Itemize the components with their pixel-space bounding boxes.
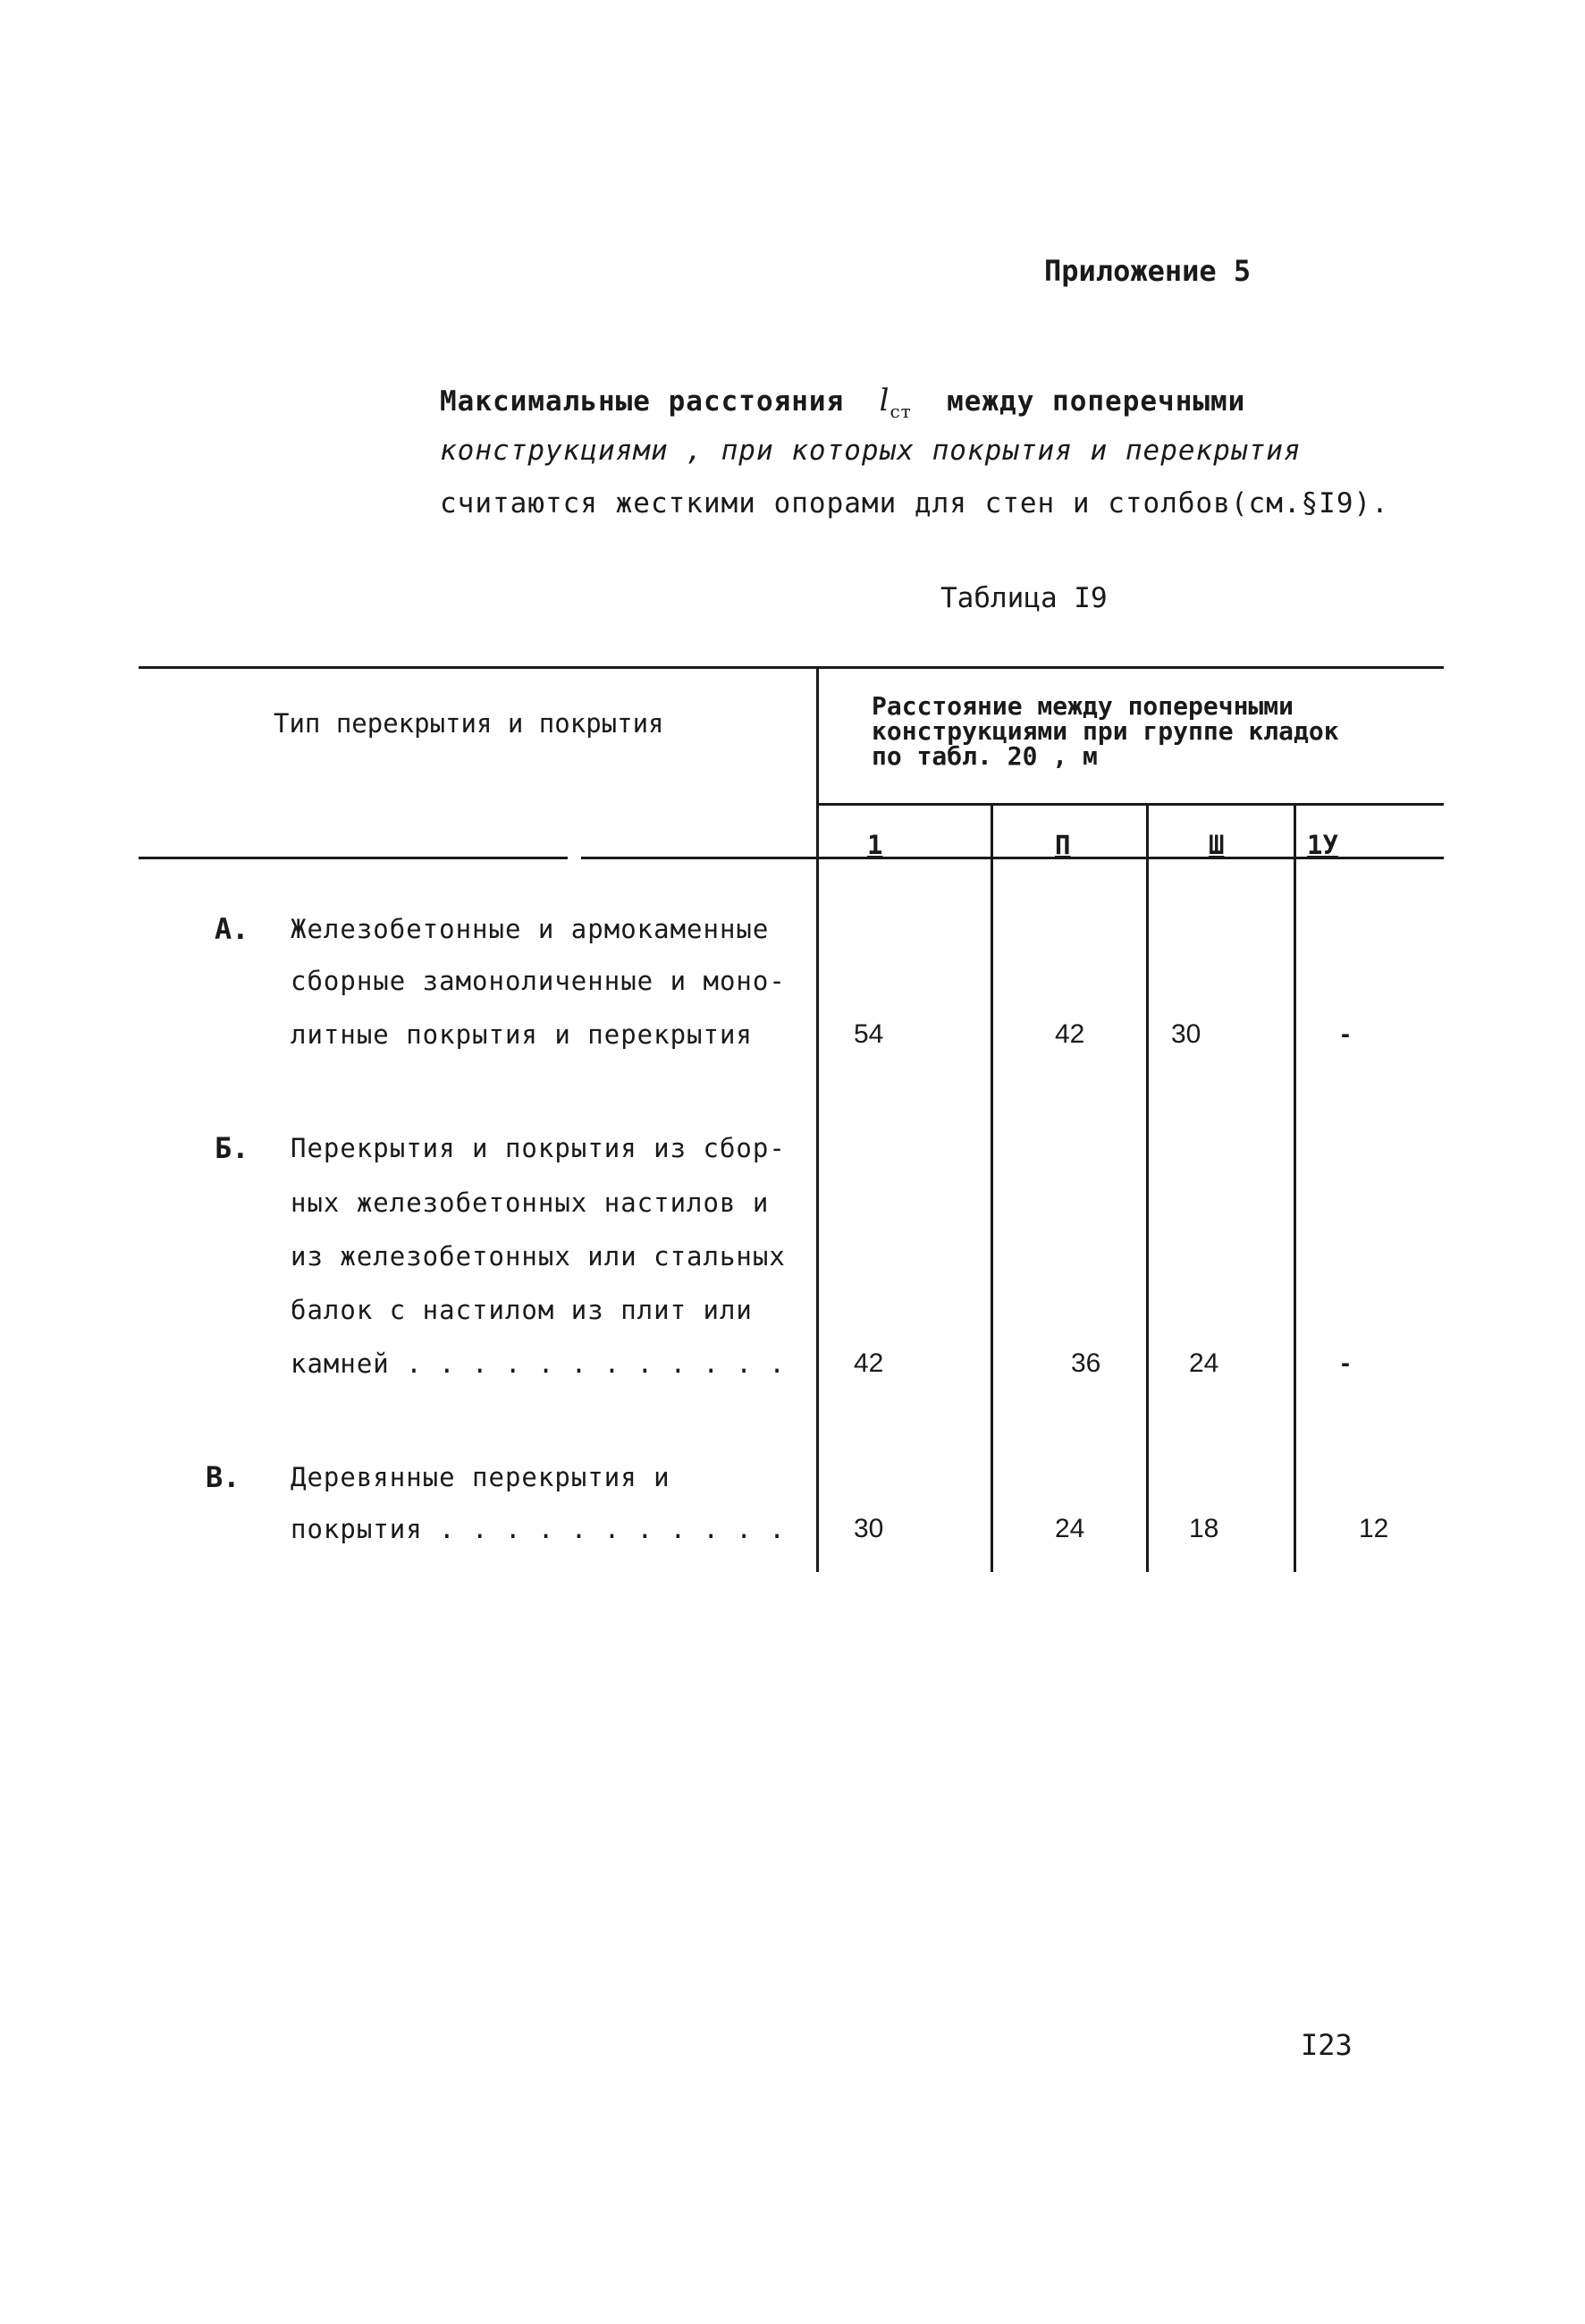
symbol-subscript: ст bbox=[889, 400, 912, 422]
row-b-line-1: Перекрытия и покрытия из сбор- bbox=[291, 1133, 786, 1163]
header-bottom-rule-left bbox=[139, 857, 568, 859]
table-label: Таблица I9 bbox=[940, 582, 1108, 614]
row-b-line-2: ных железобетонных настилов и bbox=[291, 1187, 770, 1218]
row-a-line-1: Железобетонные и армокаменные bbox=[291, 914, 770, 944]
row-b-value-3: 24 bbox=[1189, 1348, 1219, 1378]
row-a-value-1: 54 bbox=[854, 1019, 884, 1049]
row-a-value-3: 30 bbox=[1171, 1019, 1201, 1049]
row-c-letter: В. bbox=[206, 1460, 240, 1494]
title-line-3: считаются жесткими опорами для стен и столбов(см.§I9). bbox=[440, 487, 1389, 520]
title-line-2: конструкциями , при которых покрытия и перекрытия bbox=[440, 435, 1302, 467]
appendix-label: Приложение 5 bbox=[1044, 254, 1252, 288]
row-b-line-5: камней . . . . . . . . . . . . bbox=[291, 1348, 786, 1379]
row-c-line-1: Деревянные перекрытия и bbox=[291, 1462, 670, 1492]
row-b-value-1: 42 bbox=[854, 1348, 884, 1378]
header-distance-column: Расстояние между поперечными конструкциями при группе кладок по табл. 20 , м bbox=[872, 691, 1339, 771]
row-c-value-3: 18 bbox=[1189, 1514, 1219, 1543]
row-b-letter: Б. bbox=[215, 1131, 249, 1165]
row-c-value-2: 24 bbox=[1055, 1514, 1085, 1543]
row-a-letter: А. bbox=[215, 912, 249, 946]
row-b-line-4: балок с настилом из плит или bbox=[291, 1295, 753, 1325]
title-line-1b: между поперечными bbox=[947, 385, 1246, 418]
row-b-line-3: из железобетонных или стальных bbox=[291, 1241, 786, 1272]
group-4-header: 1У bbox=[1307, 830, 1338, 860]
column-divider-main bbox=[816, 669, 819, 1572]
symbol-l-st bbox=[879, 383, 912, 422]
header-type-column: Тип перекрытия и покрытия bbox=[274, 708, 664, 739]
row-a-line-2: сборные замоноличенные и моно- bbox=[291, 966, 786, 996]
column-divider-1 bbox=[991, 805, 993, 1572]
row-b-value-4: - bbox=[1341, 1348, 1350, 1378]
row-a-value-4: - bbox=[1341, 1019, 1350, 1049]
group-3-header: Ш bbox=[1209, 830, 1225, 860]
table-top-rule bbox=[139, 666, 1444, 669]
row-c-value-4: 12 bbox=[1359, 1514, 1389, 1543]
title-line-1a: Максимальные расстояния bbox=[440, 385, 845, 418]
column-divider-3 bbox=[1294, 805, 1296, 1572]
symbol-letter: l bbox=[879, 383, 890, 418]
row-b-value-2: 36 bbox=[1071, 1348, 1101, 1378]
title-line-1 bbox=[440, 383, 1245, 422]
row-a-value-2: 42 bbox=[1055, 1019, 1085, 1049]
row-a-line-3: литные покрытия и перекрытия bbox=[291, 1019, 753, 1050]
group-1-header: 1 bbox=[867, 830, 883, 860]
page-number: I23 bbox=[1301, 2028, 1353, 2062]
row-c-line-2: покрытия . . . . . . . . . . . bbox=[291, 1514, 786, 1544]
header-divider-rule bbox=[818, 803, 1444, 806]
header-bottom-rule-mid bbox=[581, 857, 818, 859]
row-c-value-1: 30 bbox=[854, 1514, 884, 1543]
header-bottom-rule-right bbox=[818, 857, 1444, 859]
column-divider-2 bbox=[1146, 805, 1149, 1572]
group-2-header: П bbox=[1055, 830, 1071, 860]
